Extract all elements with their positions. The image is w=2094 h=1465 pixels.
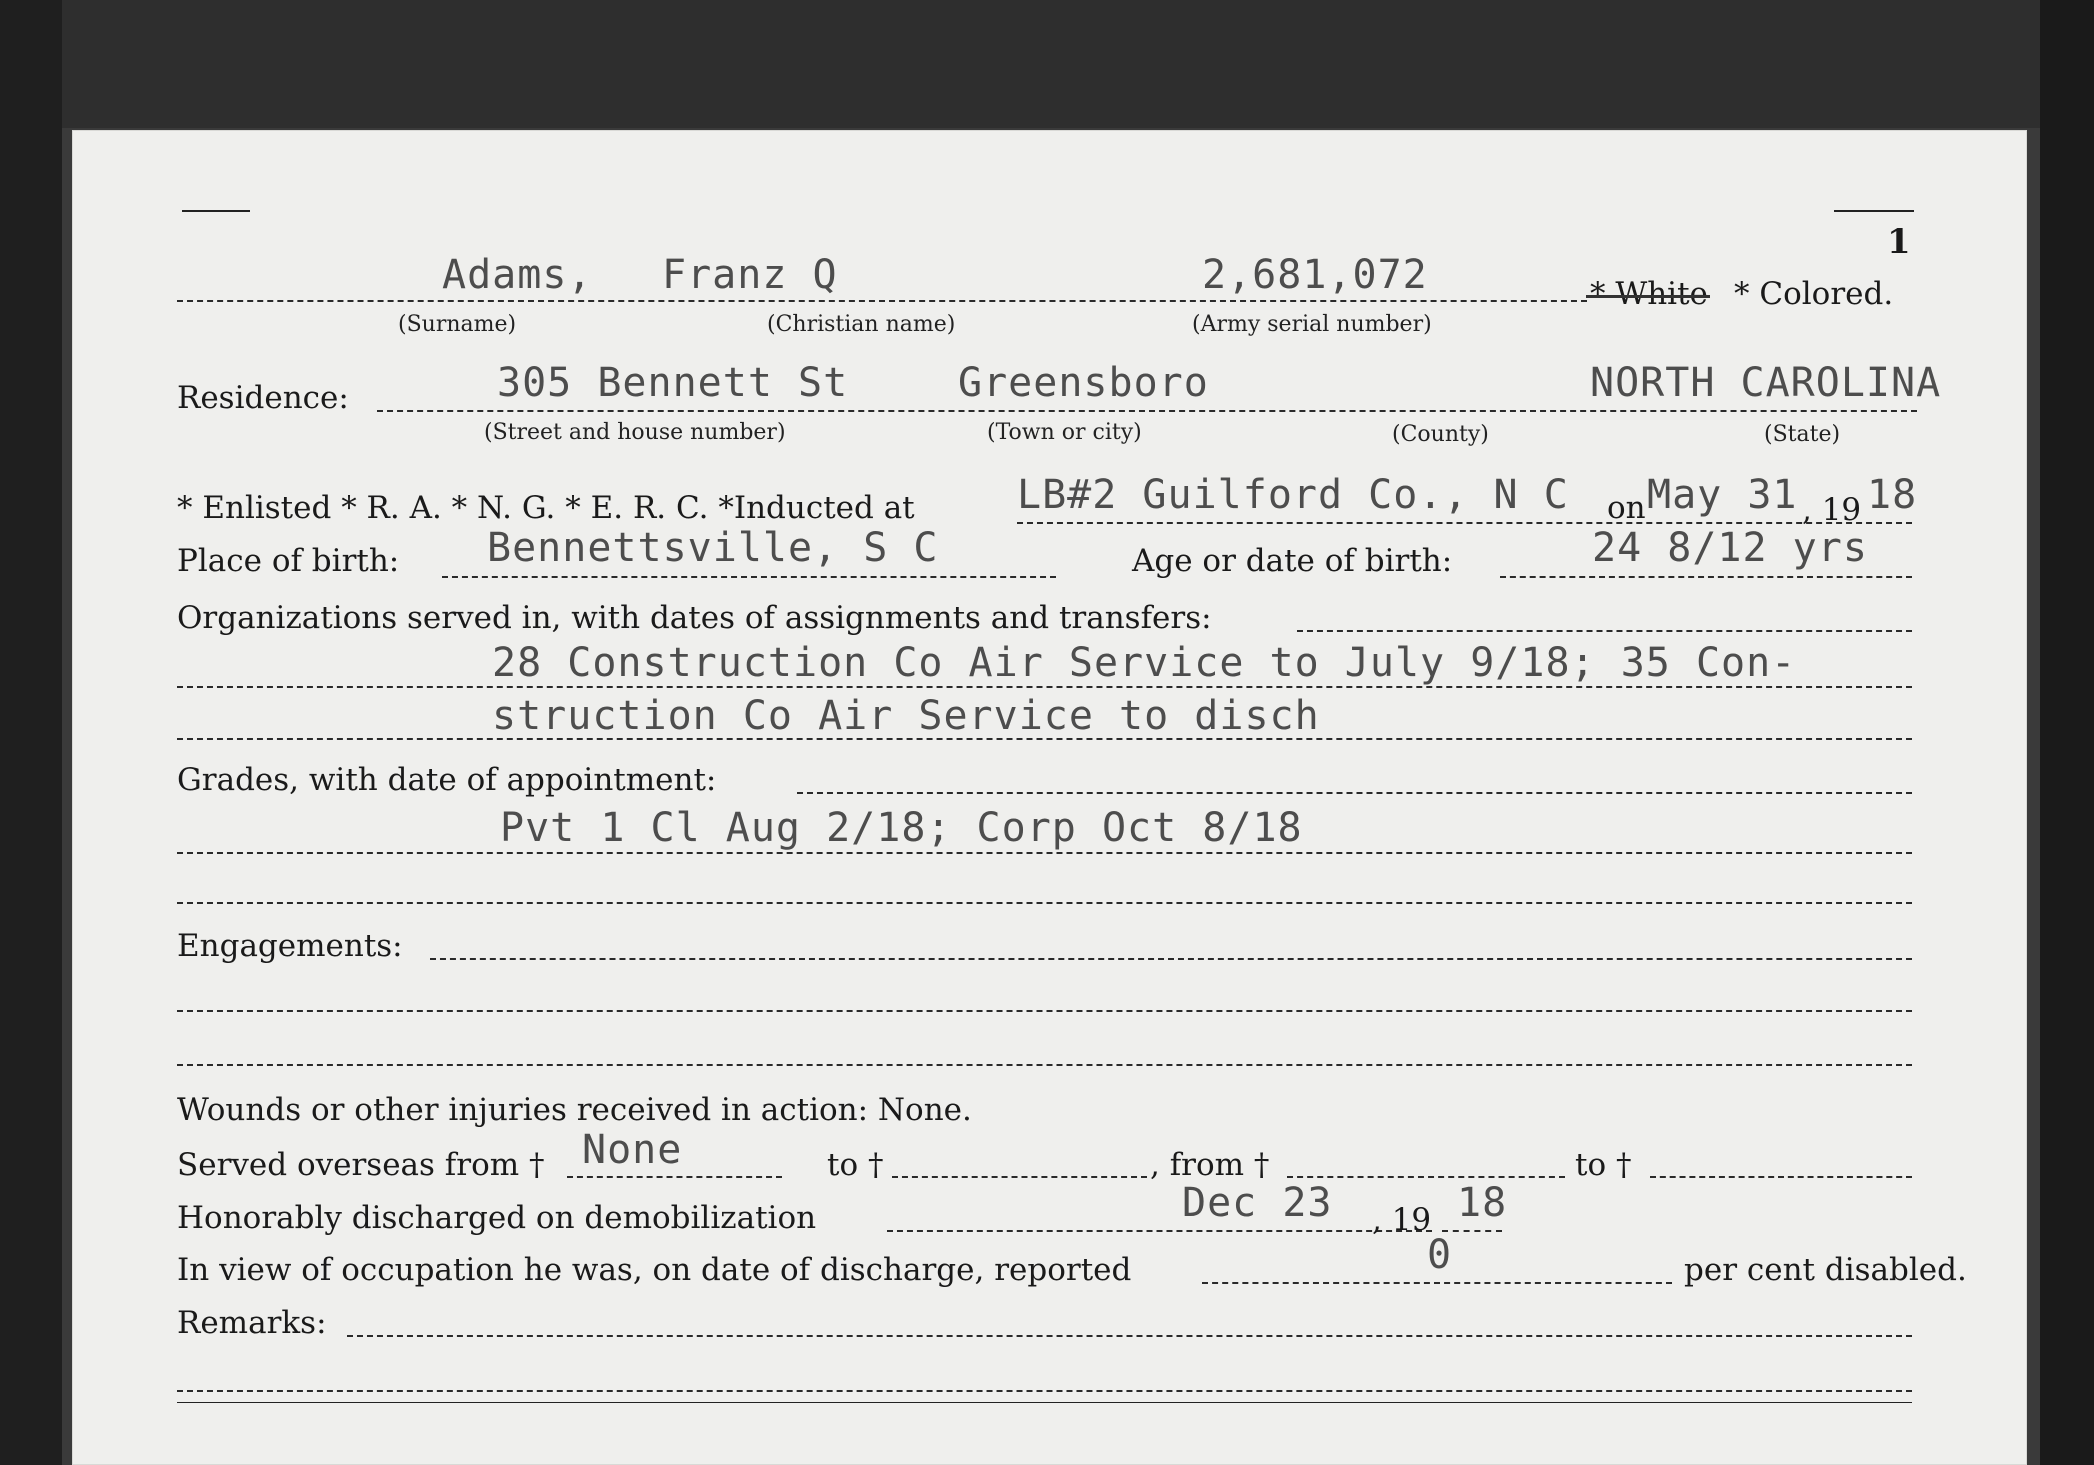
induction-year-value: 18 [1867, 472, 1918, 518]
disability-label: In view of occupation he was, on date of discharge, reported [177, 1252, 1132, 1288]
residence-town-value: Greensboro [958, 360, 1209, 406]
overseas-to2-label: to † [1575, 1147, 1632, 1183]
engagements-line-2 [177, 1010, 1912, 1012]
race-colored: * Colored. [1734, 276, 1894, 312]
residence-state-value: NORTH CAROLINA [1590, 360, 1942, 406]
top-left-rule [182, 210, 250, 212]
state-caption: (State) [1764, 422, 1841, 447]
disability-line [1202, 1282, 1672, 1284]
overseas-from-label: Served overseas from † [177, 1147, 545, 1183]
grades-label: Grades, with date of appointment: [177, 762, 717, 798]
residence-street-value: 305 Bennett St [497, 360, 849, 406]
background-right-edge [2040, 0, 2094, 1465]
remarks-line-3 [177, 1402, 1912, 1403]
birth-place-value: Bennettsville, S C [487, 525, 939, 571]
induction-year-prefix: , 19 [1802, 492, 1862, 528]
induction-label: * Enlisted * R. A. * N. G. * E. R. C. *Inducted at [177, 490, 915, 526]
organizations-rule-1 [177, 686, 1912, 688]
induction-line [1017, 522, 1912, 524]
surname-caption: (Surname) [398, 312, 517, 337]
remarks-line-2 [177, 1390, 1912, 1392]
background-left-edge [0, 0, 62, 1465]
induction-place-value: LB#2 Guilford Co., N C [1017, 472, 1569, 518]
card-number: 1 [1887, 222, 1911, 262]
engagements-line-3 [177, 1064, 1912, 1066]
birth-place-label: Place of birth: [177, 543, 400, 579]
overseas-from-line [567, 1176, 782, 1178]
overseas-from-value: None [582, 1127, 683, 1173]
residence-line [377, 410, 1917, 412]
grades-line-1: Pvt 1 Cl Aug 2/18; Corp Oct 8/18 [500, 805, 1303, 851]
street-caption: (Street and house number) [484, 420, 786, 445]
surname-value: Adams, [442, 252, 593, 298]
christian-name-value: Franz Q [662, 252, 838, 298]
age-line [1500, 576, 1912, 578]
overseas-to2-line [1650, 1176, 1912, 1178]
background-top [0, 0, 2094, 128]
overseas-to-label: to † [827, 1147, 884, 1183]
overseas-from2-label: , from † [1150, 1147, 1270, 1183]
discharge-year-prefix: , 19 [1372, 1202, 1432, 1238]
wounds-text: Wounds or other injuries received in action: None. [177, 1092, 972, 1128]
residence-label: Residence: [177, 380, 349, 416]
organizations-rule-2 [177, 738, 1912, 740]
grades-label-line [797, 792, 1912, 794]
serial-caption: (Army serial number) [1192, 312, 1432, 337]
christian-name-caption: (Christian name) [767, 312, 956, 337]
race-white: * White [1590, 276, 1708, 312]
discharge-year-value: 18 [1457, 1180, 1508, 1226]
discharge-date-value: Dec 23 [1182, 1180, 1333, 1226]
top-right-rule [1834, 210, 1914, 212]
engagements-label: Engagements: [177, 928, 403, 964]
engagements-line-1 [430, 958, 1912, 960]
army-serial-number-value: 2,681,072 [1202, 252, 1428, 298]
organizations-label: Organizations served in, with dates of assignments and transfers: [177, 600, 1212, 636]
grades-rule-2 [177, 902, 1912, 904]
service-record-card [72, 130, 2027, 1465]
town-caption: (Town or city) [987, 420, 1142, 445]
grades-rule-1 [177, 852, 1912, 854]
age-value: 24 8/12 yrs [1592, 525, 1868, 571]
remarks-line-1 [347, 1335, 1912, 1337]
induction-date-value: May 31 [1647, 472, 1798, 518]
county-caption: (County) [1392, 422, 1489, 447]
induction-on-label: on [1607, 490, 1646, 526]
disability-value: 0 [1427, 1232, 1453, 1278]
name-line [177, 300, 1587, 302]
remarks-label: Remarks: [177, 1305, 327, 1341]
discharge-label: Honorably discharged on demobilization [177, 1200, 817, 1236]
organizations-label-line [1297, 630, 1912, 632]
age-label: Age or date of birth: [1132, 543, 1453, 579]
overseas-to-line [892, 1176, 1147, 1178]
organizations-line-1: 28 Construction Co Air Service to July 9/18; 35 Con- [492, 640, 1797, 686]
disability-suffix: per cent disabled. [1684, 1252, 1967, 1288]
organizations-line-2: struction Co Air Service to disch [492, 693, 1320, 739]
discharge-date-line [887, 1230, 1432, 1232]
overseas-from2-line [1287, 1176, 1565, 1178]
birth-place-line [442, 576, 1056, 578]
